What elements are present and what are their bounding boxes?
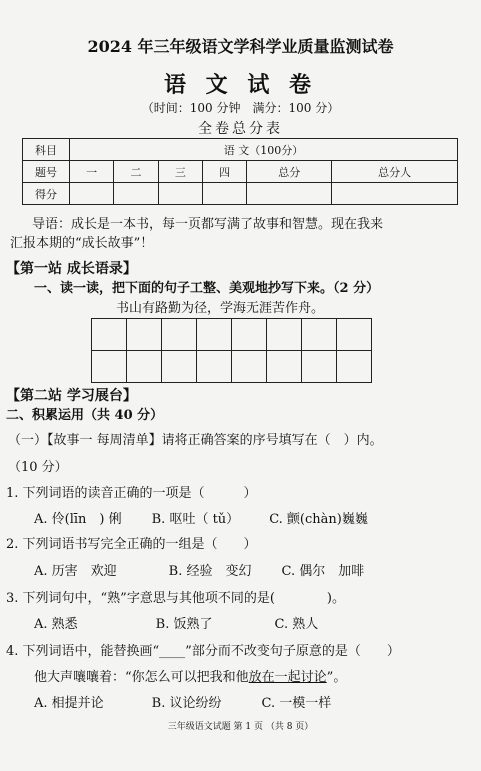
question-stem: 2. 下列词语书写完全正确的一组是（ ） [6,537,257,552]
option-row [34,560,364,579]
score-table-row-items [23,161,458,183]
sentence-underlined: 放在一起讨论 [248,670,327,685]
question-sentence [34,666,346,685]
score-table-title: 全卷总分表 [198,121,283,137]
option-c[interactable]: C. 一模一样 [261,696,332,711]
sentence-prefix: 他大声嚷嚷着：“你怎么可以把我和他 [34,670,249,685]
option-b[interactable]: B. 议论纷纷 [151,696,222,711]
item-cell: 总分人 [332,161,458,183]
exam-title: 2024 年三年级语文学科学业质量监测试卷 [87,37,394,56]
intro-line-1: 导语：成长是一本书，每一页都写满了故事和智慧。现在我来 [32,217,384,232]
station-1-title: 【第一站 成长语录】 [6,261,137,277]
story-1-prompt: （一）【故事一 每周清单】请将正确答案的序号填写在（ ）内。 [8,433,383,448]
station-2-title: 【第二站 学习展台】 [6,388,137,404]
section-2-title: 二、积累运用（共 40 分） [6,408,164,423]
writing-grid[interactable] [91,318,372,383]
exam-meta: （时间：100 分钟 满分：100 分） [141,101,340,115]
score-cell[interactable] [202,183,246,205]
item-cell: 二 [114,161,158,183]
page-footer: 三年级语文试题 第 1 页 （共 8 页） [167,722,314,732]
option-a[interactable]: A. 历害 欢迎 [34,564,117,579]
row-label-subject: 科目 [23,139,70,161]
question-stem: 1. 下列词语的读音正确的一项是（ ） [6,486,257,501]
intro-line-2: 汇报本期的“成长故事”！ [10,236,154,251]
option-b[interactable]: B. 经验 变幻 [168,564,252,579]
option-row [34,508,368,527]
question-1-prompt: 一、读一读，把下面的句子工整、美观地抄写下来。（2 分） [34,281,380,296]
score-table-row-scores [23,183,458,205]
option-a[interactable]: A. 伶(līn ) 俐 [34,512,122,527]
option-b[interactable]: B. 饭熟了 [155,617,213,632]
option-c[interactable]: C. 颤(chàn)巍巍 [269,512,368,527]
score-table-row-subject [23,139,458,161]
score-table [22,138,458,205]
item-cell: 三 [158,161,202,183]
question-stem: 3. 下列词句中，“熟”字意思与其他项不同的是( )。 [6,591,345,606]
question-stem: 4. 下列词语中，能替换画“____”部分而不改变句子原意的是（ ） [6,644,400,659]
option-row [34,613,318,632]
score-cell[interactable] [158,183,202,205]
subject-value: 语 文（100分） [70,139,458,161]
sentence-suffix: ”。 [326,670,347,685]
score-cell[interactable] [332,183,458,205]
score-cell[interactable] [247,183,332,205]
option-row [34,692,331,711]
row-label-score: 得分 [23,183,70,205]
option-c[interactable]: C. 熟人 [274,617,319,632]
option-a[interactable]: A. 相提并论 [34,696,104,711]
score-cell[interactable] [114,183,158,205]
item-cell: 总分 [247,161,332,183]
page-title: 语 文 试 卷 [164,72,317,98]
option-b[interactable]: B. 呕吐（ tǔ） [151,512,240,527]
score-cell[interactable] [70,183,114,205]
row-label-item: 题号 [23,161,70,183]
item-cell: 四 [202,161,246,183]
option-c[interactable]: C. 偶尔 加啡 [281,564,365,579]
story-1-points: （10 分） [8,460,68,475]
item-cell: 一 [70,161,114,183]
copy-sentence: 书山有路勤为径，学海无涯苦作舟。 [116,301,325,316]
option-a[interactable]: A. 熟悉 [34,617,78,632]
